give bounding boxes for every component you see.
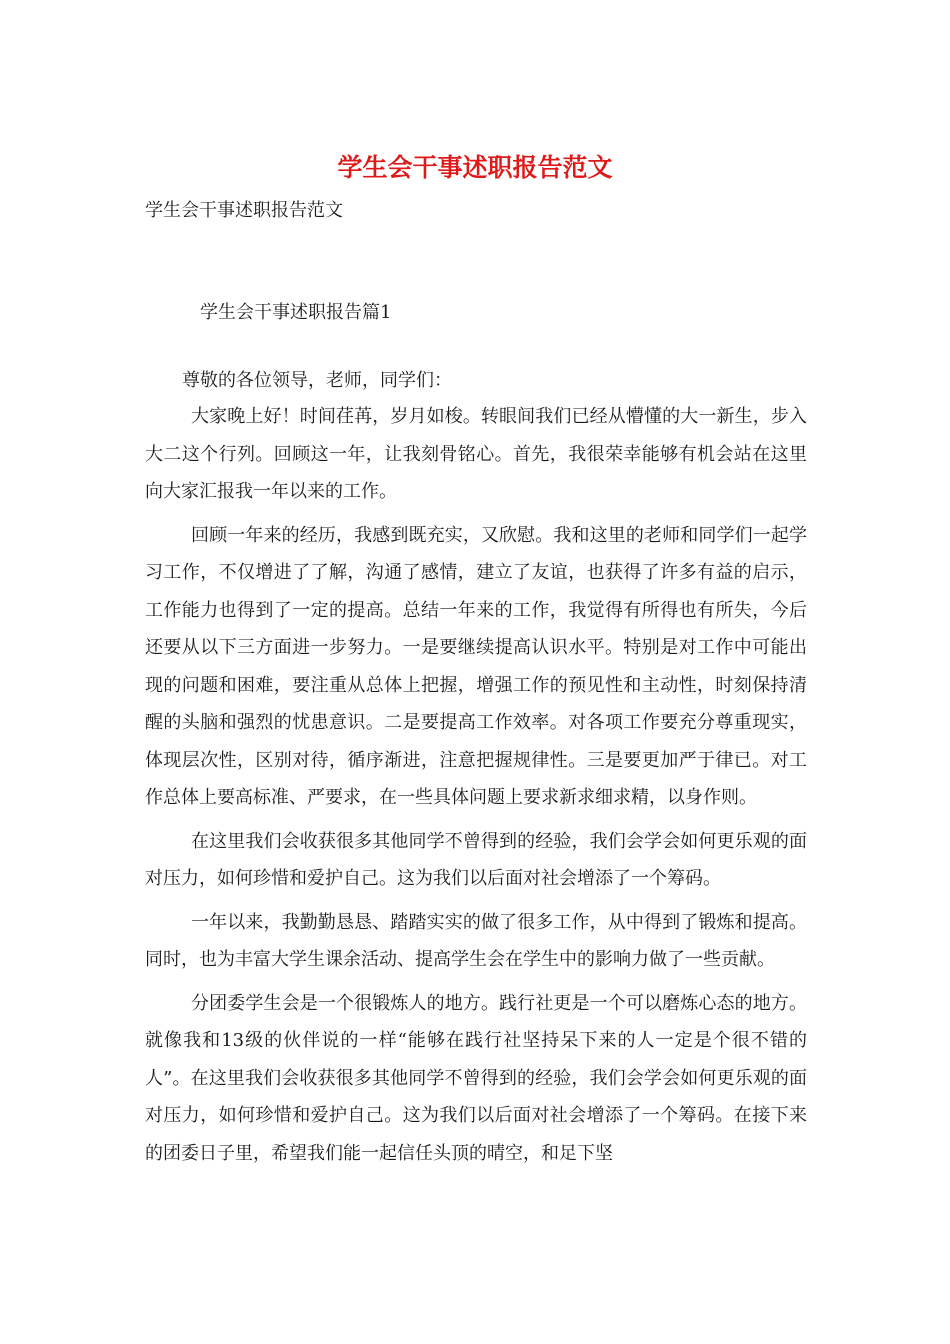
document-title: 学生会干事述职报告范文 — [337, 153, 613, 182]
paragraph: 在这里我们会收获很多其他同学不曾得到的经验，我们会学会如何更乐观的面对压力，如何珍惜和爱护自己。这为我们以后面对社会增添了一个筹码。 — [145, 830, 807, 889]
document-subtitle: 学生会干事述职报告范文 — [145, 200, 343, 221]
paragraph: 回顾一年来的经历，我感到既充实，又欣慰。我和这里的老师和同学们一起学习工作，不仅增进了了解，沟通了感情，建立了友谊，也获得了许多有益的启示，工作能力也得到了一定的提高。总结一年来的工作，我觉得有所得也有所失，今后还要从以下三方面进一步努力。一是要继续提高认识水平。特别是对工作中可能出现的问题和困难，要注重从总体上把握，增强工作的预见性和主动性，时刻保持清醒的头脑和强烈的忧患意识。二是要提高工作效率。对各项工作要充分尊重现实，体现层次性，区别对待，循序渐进，注意把握规律性。三是要更加严于律已。对工作总体上要高标准、严要求，在一些具体问题上要求新求细求精，以身作则。 — [145, 524, 807, 808]
greeting-line: 尊敬的各位领导，老师，同学们： — [182, 370, 452, 391]
section-heading: 学生会干事述职报告篇1 — [200, 302, 392, 323]
body-text — [145, 398, 807, 1178]
paragraph: 分团委学生会是一个很锻炼人的地方。践行社更是一个可以磨炼心态的地方。就像我和13级的伙伴说的一样“能够在践行社坚持呆下来的人一定是个很不错的人”。在这里我们会收获很多其他同学不曾得到的经验，我们会学会如何更乐观的面对压力，如何珍惜和爱护自己。这为我们以后面对社会增添了一个筹码。在接下来的团委日子里，希望我们能一起信任头顶的晴空，和足下坚 — [145, 992, 807, 1164]
paragraph: 一年以来，我勤勤恳恳、踏踏实实的做了很多工作，从中得到了锻炼和提高。同时，也为丰富大学生课余活动、提高学生会在学生中的影响力做了一些贡献。 — [145, 911, 807, 970]
paragraph: 大家晚上好！时间荏苒，岁月如梭。转眼间我们已经从懵懂的大一新生，步入大二这个行列。回顾这一年，让我刻骨铭心。首先，我很荣幸能够有机会站在这里向大家汇报我一年以来的工作。 — [145, 406, 807, 502]
